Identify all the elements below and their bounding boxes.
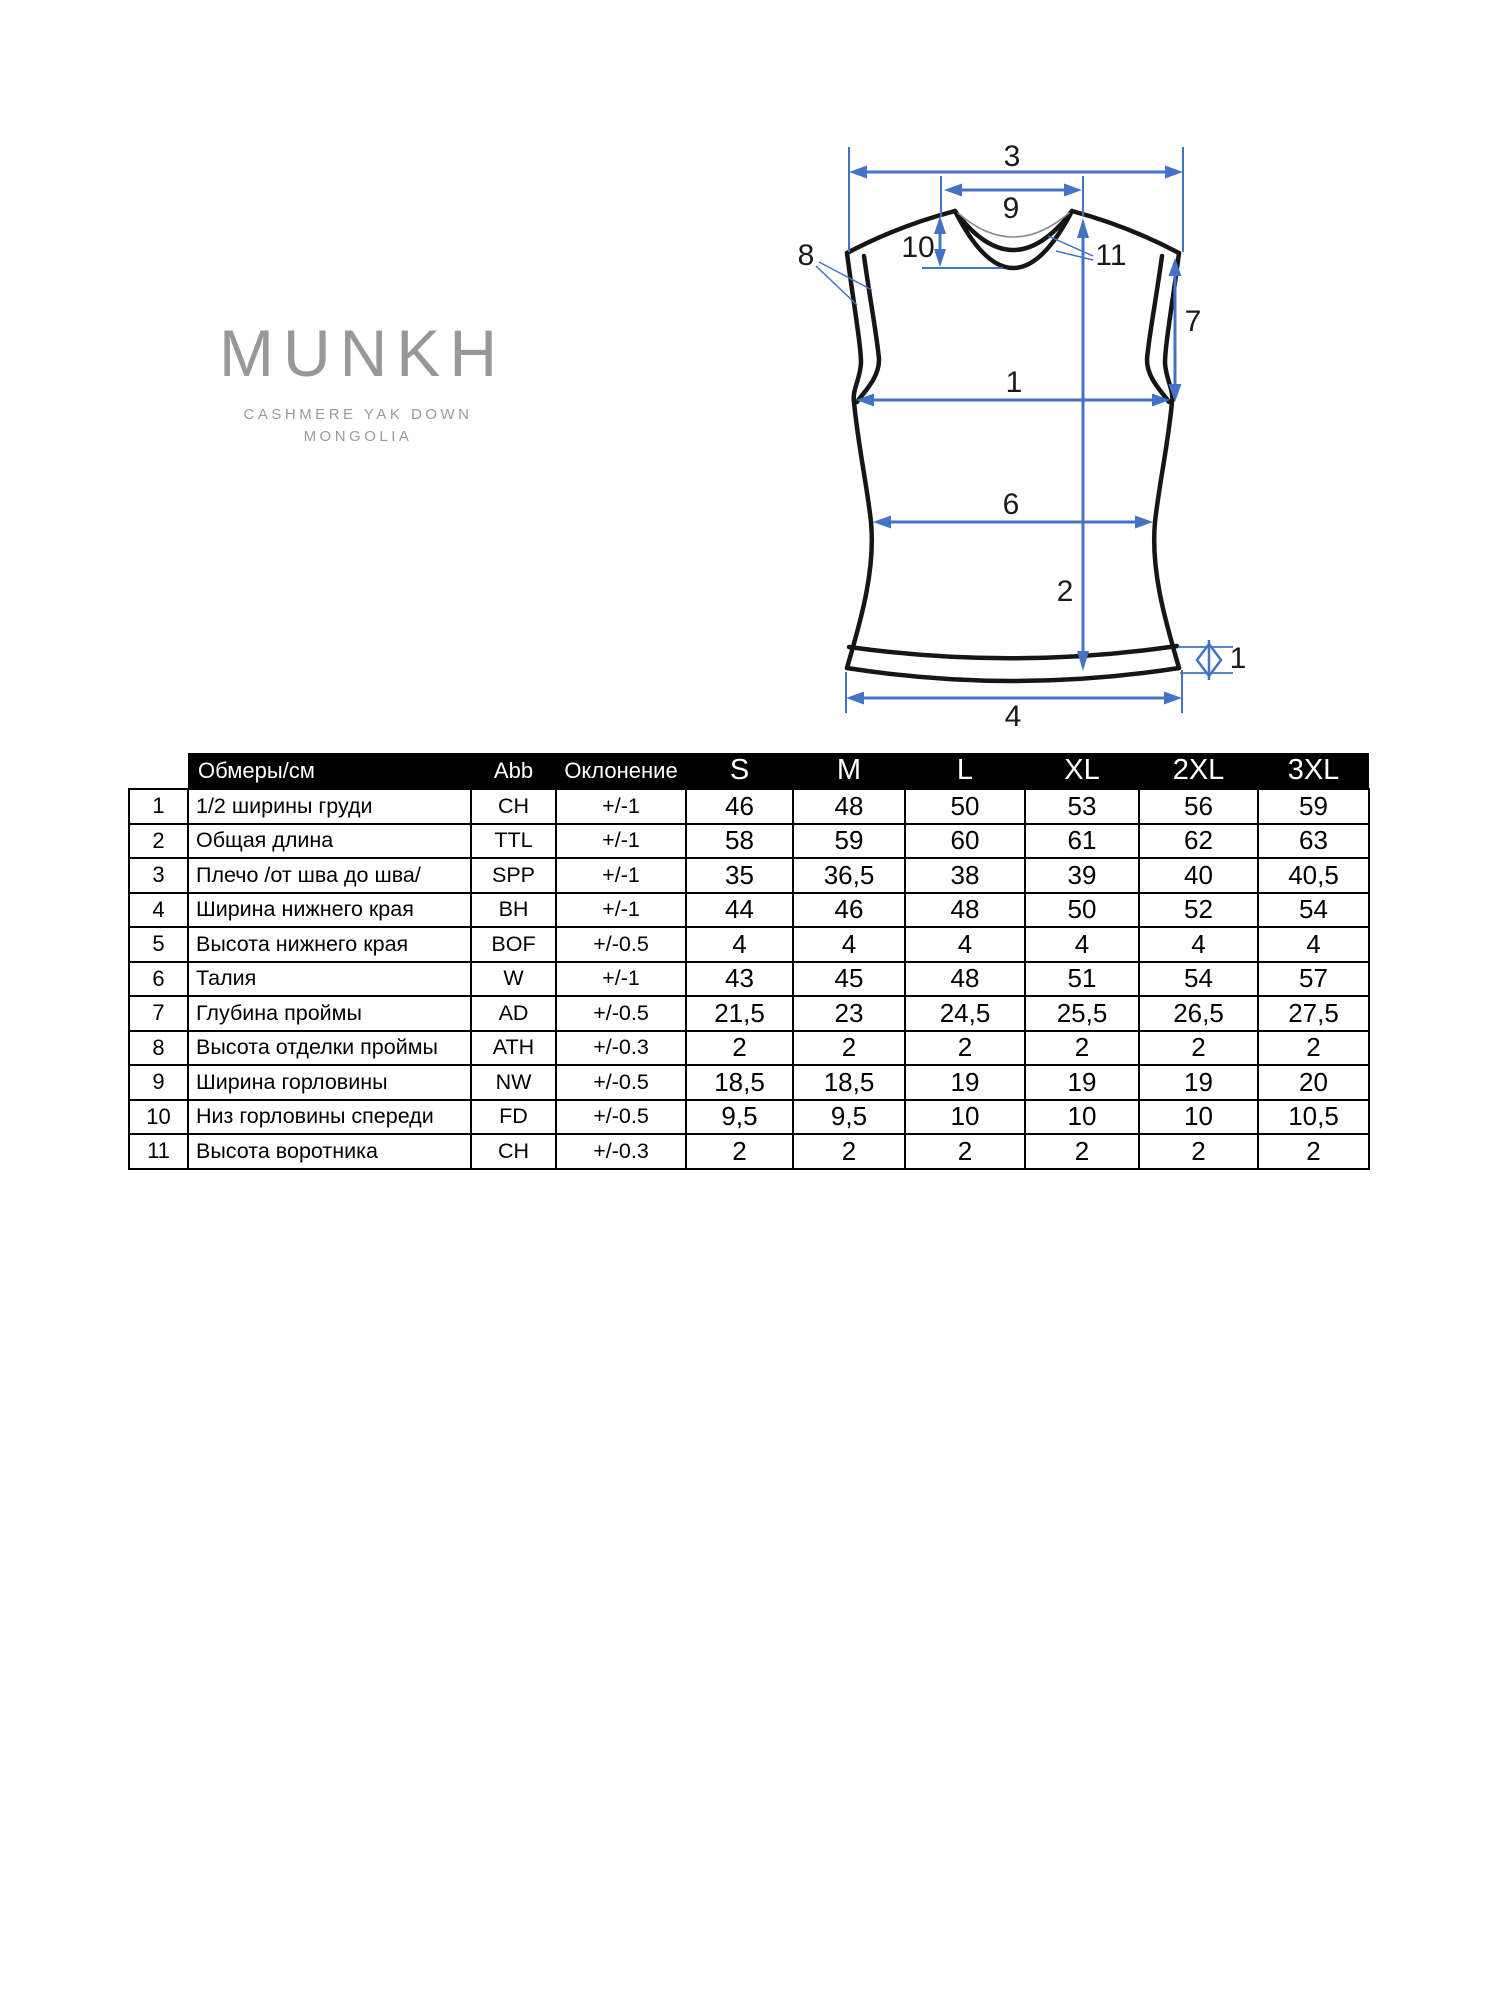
dimension-label-shoulder-width: 3 (1003, 140, 1021, 173)
measure-tolerance: +/-1 (556, 962, 686, 997)
table-row (129, 789, 1369, 824)
value-size-xl: 51 (1025, 962, 1139, 997)
table-header-row (129, 753, 1369, 789)
table-row (129, 858, 1369, 893)
value-size-2xl: 2 (1139, 1134, 1258, 1169)
dimension-label-chest-width: 1 (1005, 366, 1023, 399)
measure-label: Низ горловины спереди (188, 1100, 471, 1135)
value-size-xl: 39 (1025, 858, 1139, 893)
value-size-m: 59 (793, 824, 905, 859)
measure-abbreviation: FD (471, 1100, 556, 1135)
value-size-l: 4 (905, 927, 1025, 962)
measure-label: Общая длина (188, 824, 471, 859)
value-size-2xl: 52 (1139, 893, 1258, 928)
hem-band-top-curve (849, 646, 1177, 658)
value-size-s: 35 (686, 858, 793, 893)
header-abbreviation: Abb (471, 753, 556, 789)
value-size-m: 36,5 (793, 858, 905, 893)
measure-tolerance: +/-1 (556, 789, 686, 824)
row-number: 8 (129, 1031, 188, 1066)
header-size-2xl: 2XL (1139, 753, 1258, 789)
value-size-2xl: 26,5 (1139, 996, 1258, 1031)
value-size-3xl: 63 (1258, 824, 1369, 859)
value-size-l: 24,5 (905, 996, 1025, 1031)
measure-label: Плечо /от шва до шва/ (188, 858, 471, 893)
value-size-3xl: 10,5 (1258, 1100, 1369, 1135)
value-size-s: 9,5 (686, 1100, 793, 1135)
value-size-m: 2 (793, 1031, 905, 1066)
table-row (129, 1031, 1369, 1066)
value-size-3xl: 57 (1258, 962, 1369, 997)
measure-label: Ширина нижнего края (188, 893, 471, 928)
header-size-xl: XL (1025, 753, 1139, 789)
row-number: 7 (129, 996, 188, 1031)
row-number: 10 (129, 1100, 188, 1135)
value-size-s: 18,5 (686, 1065, 793, 1100)
measure-abbreviation: W (471, 962, 556, 997)
value-size-3xl: 2 (1258, 1031, 1369, 1066)
header-size-s: S (686, 753, 793, 789)
value-size-l: 50 (905, 789, 1025, 824)
value-size-s: 4 (686, 927, 793, 962)
dimension-label-bottom-band-height: 1 (1229, 642, 1247, 675)
table-row (129, 893, 1369, 928)
left-side-silhouette (847, 253, 872, 668)
table-row (129, 996, 1369, 1031)
measure-tolerance: +/-1 (556, 893, 686, 928)
value-size-3xl: 59 (1258, 789, 1369, 824)
size-table-body (129, 789, 1369, 1169)
value-size-m: 23 (793, 996, 905, 1031)
row-number: 3 (129, 858, 188, 893)
measure-abbreviation: BOF (471, 927, 556, 962)
measure-tolerance: +/-0.3 (556, 1031, 686, 1066)
value-size-xl: 19 (1025, 1065, 1139, 1100)
dimension-label-armhole-depth: 7 (1184, 305, 1202, 338)
table-row (129, 824, 1369, 859)
dimension-label-bottom-width: 4 (1004, 700, 1022, 733)
value-size-l: 2 (905, 1031, 1025, 1066)
value-size-s: 46 (686, 789, 793, 824)
measure-tolerance: +/-1 (556, 858, 686, 893)
dimension-bottom-band-height (1178, 640, 1246, 680)
value-size-s: 21,5 (686, 996, 793, 1031)
right-armhole-trim-line (1147, 256, 1169, 402)
value-size-xl: 50 (1025, 893, 1139, 928)
value-size-m: 9,5 (793, 1100, 905, 1135)
value-size-xl: 2 (1025, 1031, 1139, 1066)
measure-tolerance: +/-0.5 (556, 927, 686, 962)
value-size-xl: 25,5 (1025, 996, 1139, 1031)
value-size-s: 44 (686, 893, 793, 928)
value-size-l: 48 (905, 893, 1025, 928)
value-size-l: 19 (905, 1065, 1025, 1100)
value-size-2xl: 19 (1139, 1065, 1258, 1100)
value-size-2xl: 40 (1139, 858, 1258, 893)
callout-collar (1048, 236, 1127, 272)
dimension-label-collar-height: 11 (1095, 239, 1127, 272)
row-number: 11 (129, 1134, 188, 1169)
brand-tagline-line1: CASHMERE YAK DOWN (243, 406, 473, 423)
row-number: 5 (129, 927, 188, 962)
value-size-3xl: 2 (1258, 1134, 1369, 1169)
table-row (129, 1065, 1369, 1100)
dimension-label-total-length: 2 (1056, 575, 1074, 608)
measure-label: Талия (188, 962, 471, 997)
measure-abbreviation: NW (471, 1065, 556, 1100)
measure-tolerance: +/-0.5 (556, 996, 686, 1031)
measure-label: Высота воротника (188, 1134, 471, 1169)
value-size-s: 2 (686, 1031, 793, 1066)
value-size-l: 48 (905, 962, 1025, 997)
garment-diagram (0, 0, 1500, 760)
measure-abbreviation: CH (471, 1134, 556, 1169)
brand-name: MUNKH (219, 316, 506, 390)
measure-abbreviation: SPP (471, 858, 556, 893)
value-size-2xl: 62 (1139, 824, 1258, 859)
value-size-3xl: 40,5 (1258, 858, 1369, 893)
measure-abbreviation: ATH (471, 1031, 556, 1066)
value-size-3xl: 20 (1258, 1065, 1369, 1100)
value-size-xl: 61 (1025, 824, 1139, 859)
value-size-m: 2 (793, 1134, 905, 1169)
measure-tolerance: +/-1 (556, 824, 686, 859)
value-size-3xl: 27,5 (1258, 996, 1369, 1031)
dimension-total-length (1057, 218, 1089, 671)
dimension-label-armhole-trim: 8 (797, 239, 815, 272)
value-size-3xl: 54 (1258, 893, 1369, 928)
value-size-xl: 2 (1025, 1134, 1139, 1169)
value-size-xl: 53 (1025, 789, 1139, 824)
row-number: 6 (129, 962, 188, 997)
dimension-label-waist: 6 (1002, 488, 1020, 521)
measure-tolerance: +/-0.5 (556, 1065, 686, 1100)
value-size-m: 48 (793, 789, 905, 824)
measure-label: Высота отделки проймы (188, 1031, 471, 1066)
value-size-2xl: 2 (1139, 1031, 1258, 1066)
value-size-2xl: 4 (1139, 927, 1258, 962)
value-size-l: 10 (905, 1100, 1025, 1135)
table-row (129, 927, 1369, 962)
value-size-2xl: 54 (1139, 962, 1258, 997)
row-number: 9 (129, 1065, 188, 1100)
hem-band-bottom-curve (847, 668, 1179, 681)
measure-label: Ширина горловины (188, 1065, 471, 1100)
value-size-m: 45 (793, 962, 905, 997)
brand-tagline-line2: MONGOLIA (303, 428, 413, 445)
table-row (129, 962, 1369, 997)
table-corner-cell (129, 753, 188, 789)
header-measure: Обмеры/см (188, 753, 471, 789)
value-size-m: 18,5 (793, 1065, 905, 1100)
dimension-waist (873, 488, 1153, 529)
value-size-s: 58 (686, 824, 793, 859)
measure-tolerance: +/-0.3 (556, 1134, 686, 1169)
header-size-l: L (905, 753, 1025, 789)
value-size-2xl: 10 (1139, 1100, 1258, 1135)
measure-label: 1/2 ширины груди (188, 789, 471, 824)
size-chart-table (128, 753, 1370, 1170)
value-size-l: 60 (905, 824, 1025, 859)
value-size-l: 2 (905, 1134, 1025, 1169)
measure-abbreviation: TTL (471, 824, 556, 859)
left-armhole-trim-line (857, 256, 879, 402)
row-number: 4 (129, 893, 188, 928)
value-size-m: 4 (793, 927, 905, 962)
header-size-m: M (793, 753, 905, 789)
table-row (129, 1134, 1369, 1169)
measure-abbreviation: AD (471, 996, 556, 1031)
measure-label: Глубина проймы (188, 996, 471, 1031)
dimension-label-front-neck-drop: 10 (901, 231, 935, 264)
table-row (129, 1100, 1369, 1135)
value-size-m: 46 (793, 893, 905, 928)
measure-abbreviation: CH (471, 789, 556, 824)
header-size-3xl: 3XL (1258, 753, 1369, 789)
value-size-s: 43 (686, 962, 793, 997)
value-size-2xl: 56 (1139, 789, 1258, 824)
dimension-chest-width (856, 366, 1170, 407)
header-tolerance: Оклонение (556, 753, 686, 789)
value-size-3xl: 4 (1258, 927, 1369, 962)
measure-label: Высота нижнего края (188, 927, 471, 962)
callout-armhole-trim (798, 239, 872, 305)
measure-abbreviation: BH (471, 893, 556, 928)
row-number: 1 (129, 789, 188, 824)
value-size-xl: 10 (1025, 1100, 1139, 1135)
garment-outline (847, 211, 1179, 681)
measure-tolerance: +/-0.5 (556, 1100, 686, 1135)
value-size-xl: 4 (1025, 927, 1139, 962)
value-size-l: 38 (905, 858, 1025, 893)
row-number: 2 (129, 824, 188, 859)
value-size-s: 2 (686, 1134, 793, 1169)
dimension-label-neck-width: 9 (1002, 192, 1020, 225)
